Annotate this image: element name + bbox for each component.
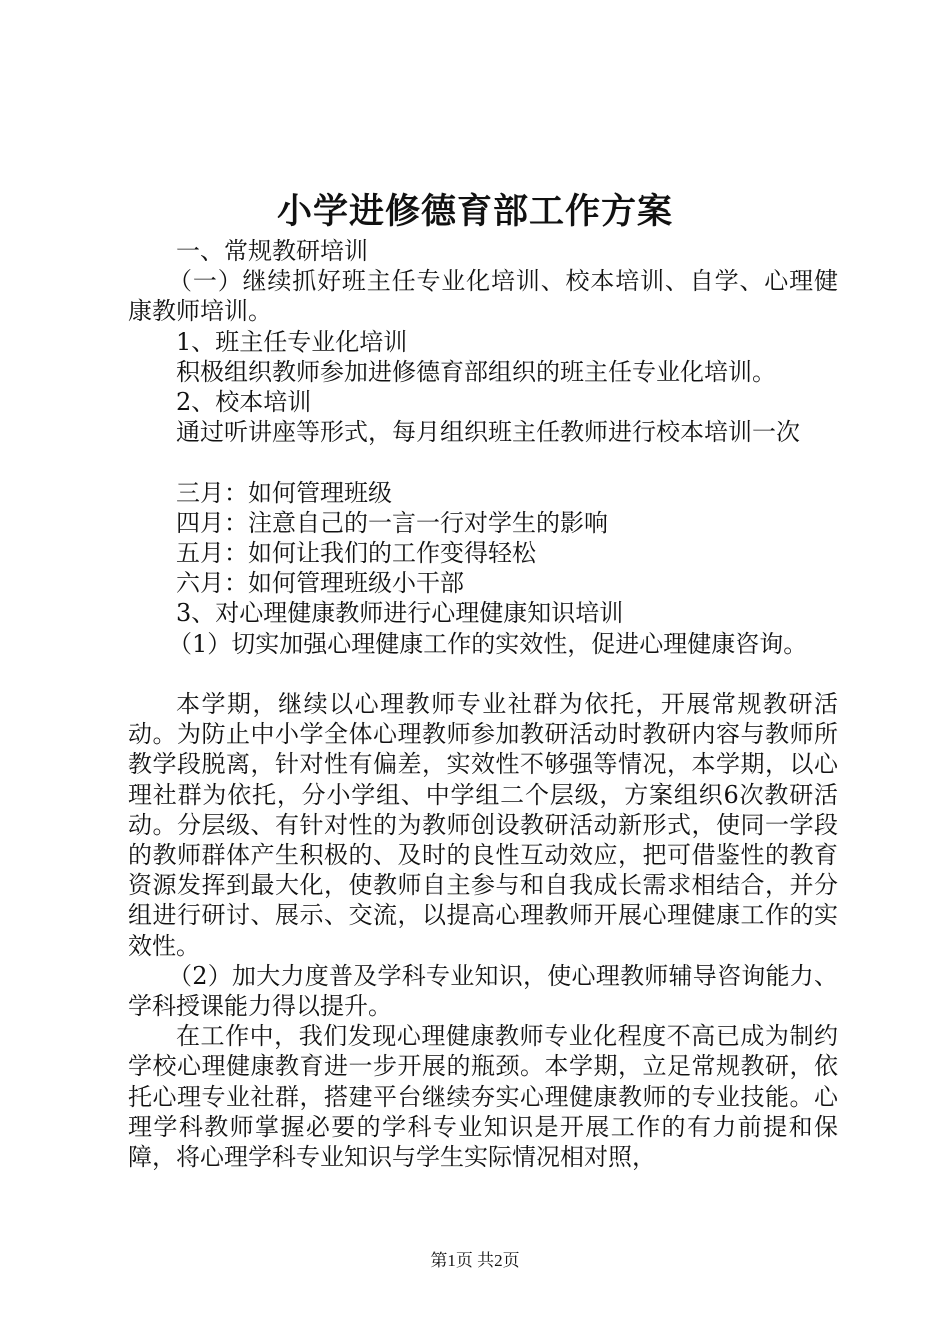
- subsection-heading: （一）继续抓好班主任专业化培训、校本培训、自学、心理健康教师培训。: [128, 267, 838, 326]
- item-heading: 1、班主任专业化培训: [176, 327, 408, 356]
- schedule-item: 四月：注意自己的一言一行对学生的影响: [176, 508, 608, 537]
- subsection-heading: （1）切实加强心理健康工作的实效性，促进心理健康咨询。: [168, 629, 808, 658]
- schedule-item: 五月：如何让我们的工作变得轻松: [176, 539, 536, 568]
- schedule-item: 三月：如何管理班级: [176, 478, 392, 507]
- body-paragraph: 在工作中，我们发现心理健康教师专业化程度不高已成为制约学校心理健康教育进一步开展的瓶颈。本学期，立足常规教研，依托心理专业社群，搭建平台继续夯实心理健康教师的专业技能。心理学科教师掌握必要的学科专业知识是开展工作的有力前提和保障，将心理学科专业知识与学生实际情况相对照，: [128, 1022, 838, 1172]
- item-heading: 2、校本培训: [176, 388, 312, 417]
- blank-line: [128, 447, 838, 477]
- body-paragraph: 积极组织教师参加进修德育部组织的班主任专业化培训。: [176, 357, 776, 386]
- item-heading: 3、对心理健康教师进行心理健康知识培训: [176, 599, 624, 628]
- blank-line: [128, 659, 838, 689]
- subsection-heading: （2）加大力度普及学科专业知识，使心理教师辅导咨询能力、学科授课能力得以提升。: [128, 961, 838, 1021]
- page-number: 第1页 共2页: [430, 1251, 520, 1270]
- document-body: [128, 236, 838, 1172]
- body-paragraph: 通过听讲座等形式，每月组织班主任教师进行校本培训一次: [176, 418, 800, 447]
- section-heading: 一、常规教研培训: [176, 237, 368, 265]
- schedule-item: 六月：如何管理班级小干部: [176, 569, 464, 598]
- document-title: 小学进修德育部工作方案: [276, 191, 673, 232]
- body-paragraph: 本学期，继续以心理教师专业社群为依托，开展常规教研活动。为防止中小学全体心理教师参加教研活动时教研内容与教师所教学段脱离，针对性有偏差，实效性不够强等情况，本学期，以心理社群为依托，分小学组、中学组二个层级，方案组织6次教研活动。分层级、有针对性的为教师创设教研活动新形式，使同一学段的教师群体产生积极的、及时的良性互动效应，把可借鉴性的教育资源发挥到最大化，使教师自主参与和自我成长需求相结合，并分组进行研讨、展示、交流，以提高心理教师开展心理健康工作的实效性。: [128, 690, 838, 960]
